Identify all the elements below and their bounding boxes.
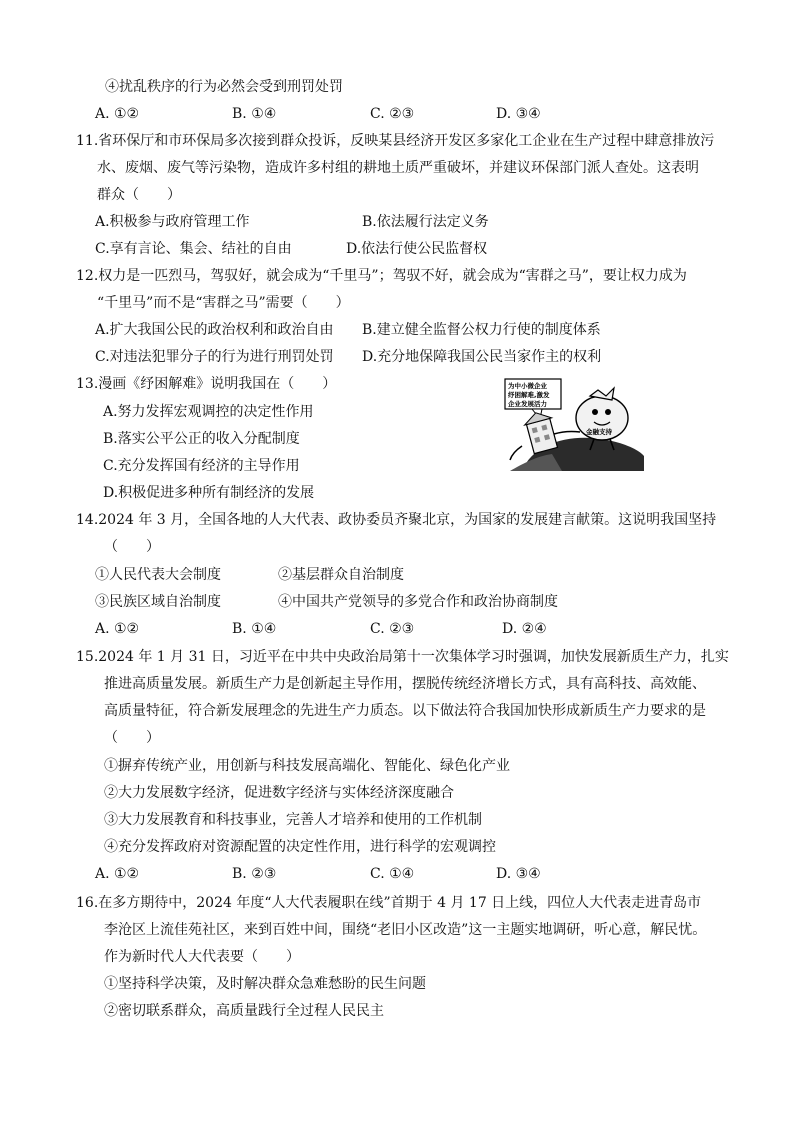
bag-label: 金融支持 xyxy=(586,428,612,436)
q11-option-a: A.积极参与政府管理工作 xyxy=(95,214,250,230)
cartoon-image xyxy=(502,376,644,471)
q14-item-3: ③民族区域自治制度 xyxy=(95,594,221,610)
q15-option-d: D. ③④ xyxy=(496,866,541,882)
q13-stem-line1: 13.漫画《纾困解难》说明我国在（ ） xyxy=(76,376,337,392)
q11-option-b: B.依法履行法定义务 xyxy=(362,214,489,230)
q10-option-d: D. ③④ xyxy=(496,106,541,122)
bubble-text-1: 为中小微企业 xyxy=(508,382,547,390)
q10-option-b: B. ①④ xyxy=(232,106,277,122)
q12-option-b: B.建立健全监督公权力行使的制度体系 xyxy=(362,322,601,338)
q15-item-4: ④充分发挥政府对资源配置的决定性作用，进行科学的宏观调控 xyxy=(104,839,496,855)
q11-option-d: D.依法行使公民监督权 xyxy=(346,241,488,257)
q10-option-c: C. ②③ xyxy=(370,106,415,122)
q14-option-b: B. ①④ xyxy=(232,621,277,637)
q14-stem-line1: 14.2024 年 3 月，全国各地的人大代表、政协委员齐聚北京，为国家的发展建言献策。这说明我国坚持 xyxy=(76,512,717,528)
q13-option-b: B.落实公平公正的收入分配制度 xyxy=(103,431,300,447)
q14-item-1: ①人民代表大会制度 xyxy=(95,567,221,583)
q12-stem-line2: “千里马”而不是“害群之马”需要（ ） xyxy=(97,295,350,311)
q15-stem-line2: 推进高质量发展。新质生产力是创新起主导作用，摆脱传统经济增长方式，具有高科技、高效能、 xyxy=(104,676,706,692)
q11-stem-line3: 群众（ ） xyxy=(97,187,181,203)
q14-option-d: D. ②④ xyxy=(502,621,547,637)
bubble-text-3: 企业发展活力 xyxy=(508,400,547,408)
q10-option-a: A. ①② xyxy=(95,106,140,122)
q11-option-c: C.享有言论、集会、结社的自由 xyxy=(95,241,292,257)
q15-stem-line4: （ ） xyxy=(104,730,160,746)
q16-stem-line1: 16.在多方期待中，2024 年度“人大代表履职在线”首期于 4 月 17 日上线，四位人大代表走进青岛市 xyxy=(76,895,702,911)
q12-option-a: A.扩大我国公民的政治权利和政治自由 xyxy=(95,322,334,338)
q12-stem-line1: 12.权力是一匹烈马，驾驭好，就会成为“千里马”；驾驭不好，就会成为“害群之马”，要让权力成为 xyxy=(76,268,687,284)
q14-stem-line2: （ ） xyxy=(104,539,160,555)
q14-option-c: C. ②③ xyxy=(370,621,415,637)
q13-option-a: A.努力发挥宏观调控的决定性作用 xyxy=(103,404,314,420)
q16-item-2: ②密切联系群众，高质量践行全过程人民民主 xyxy=(104,1003,384,1019)
q10-item-4: ④扰乱秩序的行为必然会受到刑罚处罚 xyxy=(105,79,343,95)
q14-item-4: ④中国共产党领导的多党合作和政治协商制度 xyxy=(278,594,558,610)
q15-item-2: ②大力发展数字经济，促进数字经济与实体经济深度融合 xyxy=(104,785,454,801)
q15-stem-line1: 15.2024 年 1 月 31 日，习近平在中共中央政治局第十一次集体学习时强调，加快发展新质生产力，扎实 xyxy=(76,649,729,665)
q16-stem-line2: 李沧区上流佳苑社区，来到百姓中间，围绕“老旧小区改造”这一主题实地调研，听心意，解民忧。 xyxy=(104,922,707,938)
q15-item-1: ①摒弃传统产业，用创新与科技发展高端化、智能化、绿色化产业 xyxy=(104,758,510,774)
q14-item-2: ②基层群众自治制度 xyxy=(278,567,404,583)
q13-option-d: D.积极促进多种所有制经济的发展 xyxy=(103,485,315,501)
q15-option-a: A. ①② xyxy=(95,866,140,882)
bubble-text-2: 纾困解难,激发 xyxy=(508,391,550,399)
q15-item-3: ③大力发展教育和科技事业，完善人才培养和使用的工作机制 xyxy=(104,812,482,828)
q13-option-c: C.充分发挥国有经济的主导作用 xyxy=(103,458,300,474)
cartoon-drawing xyxy=(502,376,644,471)
q15-stem-line3: 高质量特征，符合新发展理念的先进生产力质态。以下做法符合我国加快形成新质生产力要求的是 xyxy=(104,703,706,719)
q16-stem-line3: 作为新时代人大代表要（ ） xyxy=(104,949,300,965)
q11-stem-line1: 11.省环保厅和市环保局多次接到群众投诉，反映某县经济开发区多家化工企业在生产过程中肆意排放污 xyxy=(76,133,715,149)
q12-option-c: C.对违法犯罪分子的行为进行刑罚处罚 xyxy=(95,349,334,365)
q11-stem-line2: 水、废烟、废气等污染物，造成许多村组的耕地土质严重破坏，并建议环保部门派人查处。这表明 xyxy=(97,160,699,176)
q14-option-a: A. ①② xyxy=(95,621,140,637)
q15-option-b: B. ②③ xyxy=(232,866,277,882)
q15-option-c: C. ①④ xyxy=(370,866,415,882)
q12-option-d: D.充分地保障我国公民当家作主的权利 xyxy=(362,349,602,365)
q16-item-1: ①坚持科学决策，及时解决群众急难愁盼的民生问题 xyxy=(104,976,426,992)
